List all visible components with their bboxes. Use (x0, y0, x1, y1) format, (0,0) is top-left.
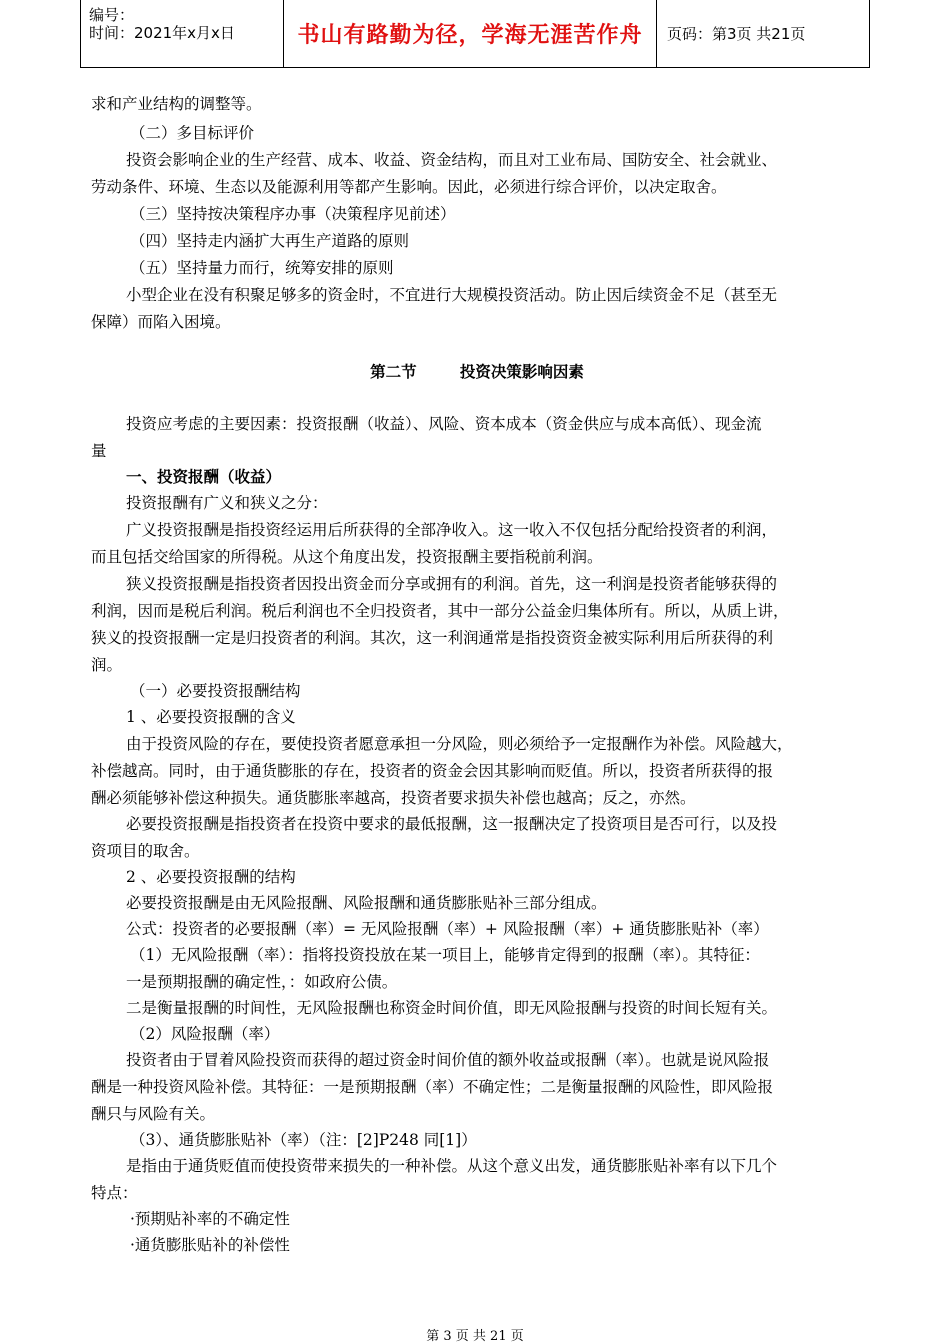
text-line: 酬必须能够补偿这种损失。通货膨胀率越高，投资者要求损失补偿也越高；反之，亦然。 (91, 789, 696, 807)
text-line: 二是衡量报酬的时间性，无风险报酬也称资金时间价值，即无风险报酬与投资的时间长短有关。 (126, 999, 778, 1017)
text-line: 必要投资报酬是指投资者在投资中要求的最低报酬，这一报酬决定了投资项目是否可行，以及投 (126, 815, 778, 833)
text-line: 保障）而陷入困境。 (91, 313, 231, 331)
text-line: 润。 (91, 656, 123, 674)
text-line: 量 (91, 442, 107, 460)
text-line: 必要投资报酬是由无风险报酬、风险报酬和通货膨胀贴补三部分组成。 (126, 894, 607, 912)
bullet-item: ·通货膨胀贴补的补偿性 (130, 1236, 290, 1254)
bullet-item: ·预期贴补率的不确定性 (130, 1210, 290, 1228)
text-line: 广义投资报酬是指投资经运用后所获得的全部净收入。这一收入不仅包括分配给投资者的利润， (126, 521, 778, 539)
number-label: 编号： (89, 6, 135, 24)
text-line: （1）无风险报酬（率）：指将投资投放在某一项目上，能够肯定得到的报酬（率）。其特征： (130, 946, 760, 964)
text-line: （三）坚持按决策程序办事（决策程序见前述） (130, 205, 456, 223)
page-number-label: 页码：第3页 共21页 (667, 25, 806, 43)
text-line: 而且包括交给国家的所得税。从这个角度出发，投资报酬主要指税前利润。 (91, 548, 603, 566)
section-heading: 第二节 投资决策影响因素 (370, 363, 584, 381)
text-line: 1 、必要投资报酬的含义 (126, 708, 296, 726)
text-line: 小型企业在没有积聚足够多的资金时，不宜进行大规模投资活动。防止因后续资金不足（甚至无 (126, 286, 778, 304)
text-line: 酬只与风险有关。 (91, 1105, 216, 1123)
header-motto: 书山有路勤为径，学海无涯苦作舟 (284, 0, 657, 67)
text-line: （3）、通货膨胀贴补（率）（注：[2]P248 同[1]） (130, 1131, 477, 1149)
text-line: 投资会影响企业的生产经营、成本、收益、资金结构，而且对工业布局、国防安全、社会就业、 (126, 151, 778, 169)
text-line: 由于投资风险的存在，要使投资者愿意承担一分风险，则必须给予一定报酬作为补偿。风险越大， (126, 735, 793, 753)
text-line: （四）坚持走内涵扩大再生产道路的原则 (130, 232, 410, 250)
text-line: （二）多目标评价 (130, 124, 255, 142)
text-line: 狭义的投资报酬一定是归投资者的利润。其次，这一利润通常是指投资资金被实际利用后所获得的利 (91, 629, 774, 647)
page-header (80, 0, 870, 68)
subsection-heading: 一、投资报酬（收益） (126, 468, 282, 486)
text-line: 资项目的取舍。 (91, 842, 200, 860)
text-line: （一）必要投资报酬结构 (130, 682, 301, 700)
header-meta (81, 0, 284, 67)
time-label: 时间：2021年x月x日 (89, 24, 235, 42)
text-line: 特点： (91, 1184, 138, 1202)
text-line: 补偿越高。同时，由于通货膨胀的存在，投资者的资金会因其影响而贬值。所以，投资者所获得的报 (91, 762, 774, 780)
text-line: 2 、必要投资报酬的结构 (126, 868, 296, 886)
text-line: 一是预期报酬的确定性，：如政府公债。 (126, 973, 398, 991)
text-line: 投资者由于冒着风险投资而获得的超过资金时间价值的额外收益或报酬（率）。也就是说风险报 (126, 1051, 770, 1069)
text-line: 投资应考虑的主要因素：投资报酬（收益）、风险、资本成本（资金供应与成本高低）、现金流 (126, 415, 762, 433)
text-line: 是指由于通货贬值而使投资带来损失的一种补偿。从这个意义出发，通货膨胀贴补率有以下几个 (126, 1157, 778, 1175)
page-footer: 第 3 页 共 21 页 (426, 1329, 524, 1344)
text-line: 求和产业结构的调整等。 (91, 95, 262, 113)
text-line: 狭义投资报酬是指投资者因投出资金而分享或拥有的利润。首先，这一利润是投资者能够获得的 (126, 575, 778, 593)
text-line: 投资报酬有广义和狭义之分： (126, 494, 328, 512)
text-line: （五）坚持量力而行，统筹安排的原则 (130, 259, 394, 277)
text-line: 劳动条件、环境、生态以及能源利用等都产生影响。因此，必须进行综合评价，以决定取舍。 (91, 178, 727, 196)
text-line: 利润，因而是税后利润。税后利润也不全归投资者，其中一部分公益金归集体所有。所以，从质上讲， (91, 602, 789, 620)
text-line: 酬是一种投资风险补偿。其特征：一是预期报酬（率）不确定性；二是衡量报酬的风险性，即风险报 (91, 1078, 774, 1096)
formula-line: 公式：投资者的必要报酬（率）= 无风险报酬（率）+ 风险报酬（率）+ 通货膨胀贴补（率） (126, 920, 769, 938)
text-line: （2）风险报酬（率） (130, 1025, 280, 1043)
